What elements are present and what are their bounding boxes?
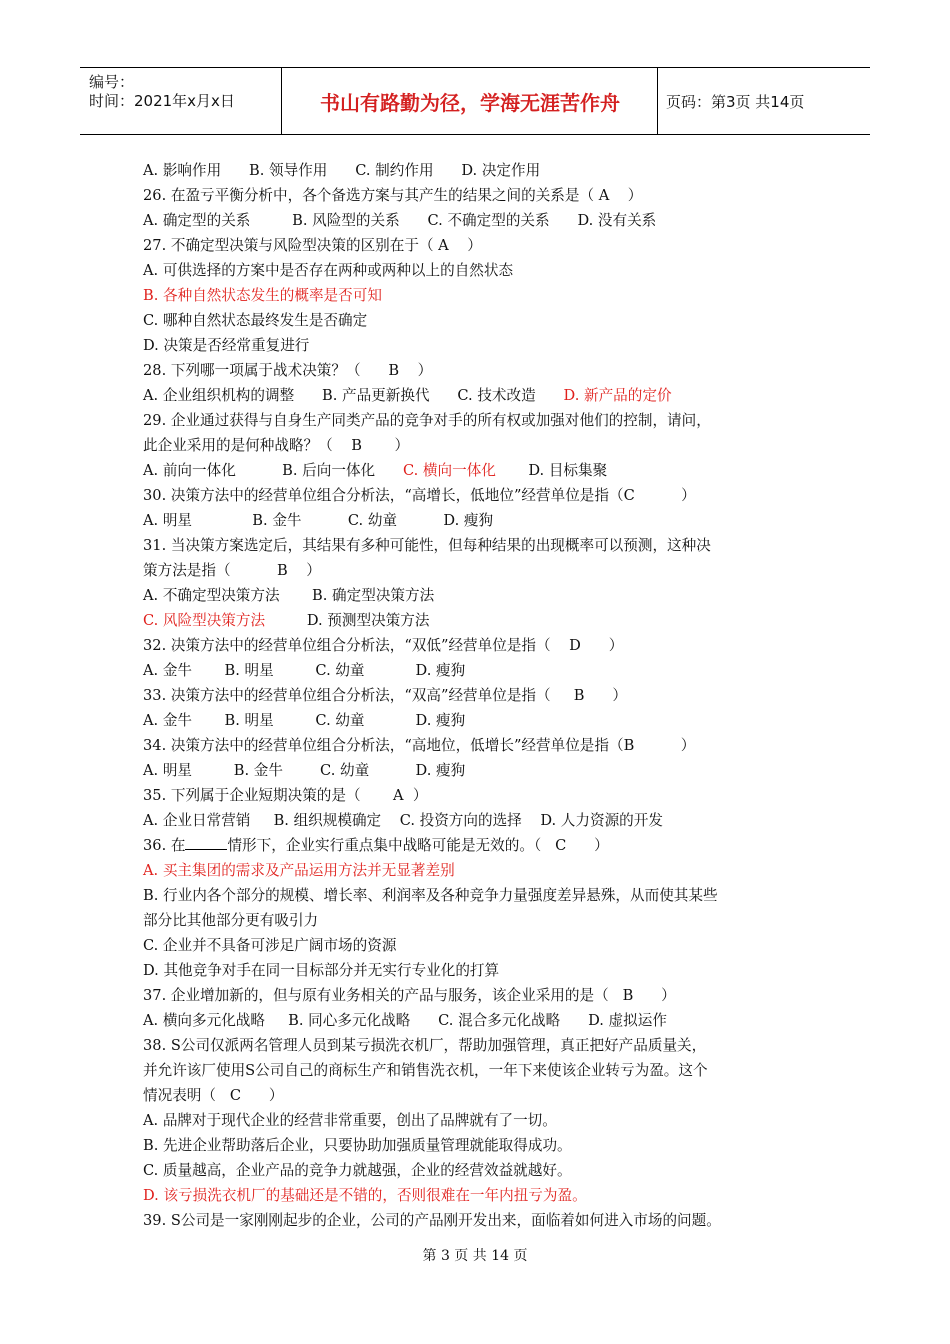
text-line (143, 558, 823, 583)
line-text: A. 买主集团的需求及产品运用方法并无显著差别 (143, 862, 455, 879)
text-line (143, 533, 823, 558)
line-text: A. 品牌对于现代企业的经营非常重要，创出了品牌就有了一切。 (143, 1112, 557, 1129)
line-text: 38. S公司仅派两名管理人员到某亏损洗衣机厂，帮助加强管理，真正把好产品质量关， (143, 1037, 707, 1054)
line-text: C. 风险型决策方法 (143, 612, 266, 629)
line-text: 36. 在 (143, 837, 186, 854)
answer-highlight: D. 新产品的定价 (563, 387, 672, 404)
text-line (143, 708, 823, 733)
text-line (143, 1008, 823, 1033)
line-text: D. 决策是否经常重复进行 (143, 337, 310, 354)
header-meta (80, 68, 282, 134)
text-line (143, 1183, 823, 1208)
text-line (143, 733, 823, 758)
question-list (143, 158, 823, 1233)
text-line (143, 383, 823, 408)
text-line (143, 483, 823, 508)
line-text: 34. 决策方法中的经营单位组合分析法，“高地位，低增长”经营单位是指（B ） (143, 737, 696, 754)
line-text: 并允许该厂使用S公司自己的商标生产和销售洗衣机，一年下来使该企业转亏为盈。这个 (143, 1062, 708, 1079)
text-line (143, 308, 823, 333)
line-text: A. 企业组织机构的调整 B. 产品更新换代 C. 技术改造 (143, 387, 564, 404)
text-line (143, 458, 823, 483)
line-text: 32. 决策方法中的经营单位组合分析法，“双低”经营单位是指（ D ） (143, 637, 624, 654)
line-text: 37. 企业增加新的，但与原有业务相关的产品与服务，该企业采用的是（ B ） (143, 987, 676, 1004)
text-line (143, 958, 823, 983)
line-text: A. 不确定型决策方法 B. 确定型决策方法 (143, 587, 435, 604)
text-line (143, 233, 823, 258)
line-text: A. 可供选择的方案中是否存在两种或两种以上的自然状态 (143, 262, 514, 279)
text-line (143, 208, 823, 233)
text-line (143, 633, 823, 658)
line-text: A. 明星 B. 金牛 C. 幼童 D. 瘦狗 (143, 762, 466, 779)
page-footer: 第 3 页 共 14 页 (422, 1248, 528, 1264)
text-line (143, 833, 823, 858)
line-text: A. 确定型的关系 B. 风险型的关系 C. 不确定型的关系 D. 没有关系 (143, 212, 657, 229)
text-line (143, 608, 823, 633)
line-text: B. 先进企业帮助落后企业，只要协助加强质量管理就能取得成功。 (143, 1137, 572, 1154)
text-line (143, 983, 823, 1008)
text-line (143, 258, 823, 283)
text-line (143, 683, 823, 708)
line-text: B. 各种自然状态发生的概率是否可知 (143, 287, 382, 304)
text-line (143, 183, 823, 208)
line-text: A. 企业日常营销 B. 组织规模确定 C. 投资方向的选择 D. 人力资源的开发 (143, 812, 663, 829)
line-text: C. 质量越高，企业产品的竞争力就越强，企业的经营效益就越好。 (143, 1162, 572, 1179)
text-line (143, 508, 823, 533)
line-text: D. 其他竞争对手在同一目标部分并无实行专业化的打算 (143, 962, 500, 979)
date-line: 时间：2021年x月x日 (89, 92, 235, 110)
line-text: 策方法是指（ B ） (143, 562, 321, 579)
page-header (80, 67, 870, 135)
line-text: D. 该亏损洗衣机厂的基础还是不错的，否则很难在一年内扭亏为盈。 (143, 1187, 587, 1204)
line-text: B. 行业内各个部分的规模、增长率、利润率及各种竞争力量强度差异悬殊，从而使其某些 (143, 887, 718, 904)
line-text: 33. 决策方法中的经营单位组合分析法，“双高”经营单位是指（ B ） (143, 687, 627, 704)
header-page-info: 页码：第3页 共14页 (666, 92, 805, 111)
answer-highlight: C. 横向一体化 (402, 462, 496, 479)
text-line (143, 1208, 823, 1233)
line-text-after: 情形下，企业实行重点集中战略可能是无效的。（ C ） (227, 837, 609, 854)
text-line (143, 333, 823, 358)
text-line (143, 1133, 823, 1158)
text-line (143, 858, 823, 883)
line-text: A. 明星 B. 金牛 C. 幼童 D. 瘦狗 (143, 512, 494, 529)
text-line (143, 1033, 823, 1058)
text-line (143, 433, 823, 458)
line-text: 39. S公司是一家刚刚起步的企业，公司的产品刚开发出来，面临着如何进入市场的问题。 (143, 1212, 721, 1229)
text-line (143, 908, 823, 933)
text-line (143, 1158, 823, 1183)
line-text: 35. 下列属于企业短期决策的是（ A ） (143, 787, 428, 804)
text-line (143, 883, 823, 908)
text-line (143, 808, 823, 833)
line-text: A. 影响作用 B. 领导作用 C. 制约作用 D. 决定作用 (143, 162, 541, 179)
text-line (143, 1108, 823, 1133)
text-line (143, 658, 823, 683)
line-text: 29. 企业通过获得与自身生产同类产品的竞争对手的所有权或加强对他们的控制，请问， (143, 412, 711, 429)
text-line (143, 758, 823, 783)
line-text-after: D. 目标集聚 (495, 462, 608, 479)
text-line (143, 783, 823, 808)
text-line (143, 1058, 823, 1083)
text-line (143, 358, 823, 383)
line-text: A. 前向一体化 B. 后向一体化 (143, 462, 403, 479)
line-text: 情况表明（ C ） (143, 1087, 284, 1104)
text-line (143, 408, 823, 433)
header-motto: 书山有路勤为径，学海无涯苦作舟 (283, 68, 658, 134)
fill-blank (185, 835, 227, 850)
text-line (143, 933, 823, 958)
line-text: 31. 当决策方案选定后，其结果有多种可能性，但每种结果的出现概率可以预测，这种决 (143, 537, 711, 554)
line-text: 28. 下列哪一项属于战术决策？（ B ） (143, 362, 433, 379)
line-text: A. 金牛 B. 明星 C. 幼童 D. 瘦狗 (143, 712, 466, 729)
text-line (143, 583, 823, 608)
line-text: 此企业采用的是何种战略？（ B ） (143, 437, 410, 454)
line-text: 27. 不确定型决策与风险型决策的区别在于（ A ） (143, 237, 482, 254)
text-line (143, 283, 823, 308)
line-text: 26. 在盈亏平衡分析中，各个备选方案与其产生的结果之间的关系是（ A ） (143, 187, 643, 204)
text-line (143, 158, 823, 183)
line-text: 30. 决策方法中的经营单位组合分析法，“高增长，低地位”经营单位是指（C ） (143, 487, 696, 504)
code-label: 编号： (89, 73, 135, 91)
line-text: C. 企业并不具备可涉足广阔市场的资源 (143, 937, 397, 954)
line-text: A. 横向多元化战略 B. 同心多元化战略 C. 混合多元化战略 D. 虚拟运作 (143, 1012, 667, 1029)
text-line (143, 1083, 823, 1108)
line-text: C. 哪种自然状态最终发生是否确定 (143, 312, 368, 329)
line-text: A. 金牛 B. 明星 C. 幼童 D. 瘦狗 (143, 662, 466, 679)
line-text-after: D. 预测型决策方法 (265, 612, 430, 629)
line-text: 部分比其他部分更有吸引力 (143, 912, 319, 929)
